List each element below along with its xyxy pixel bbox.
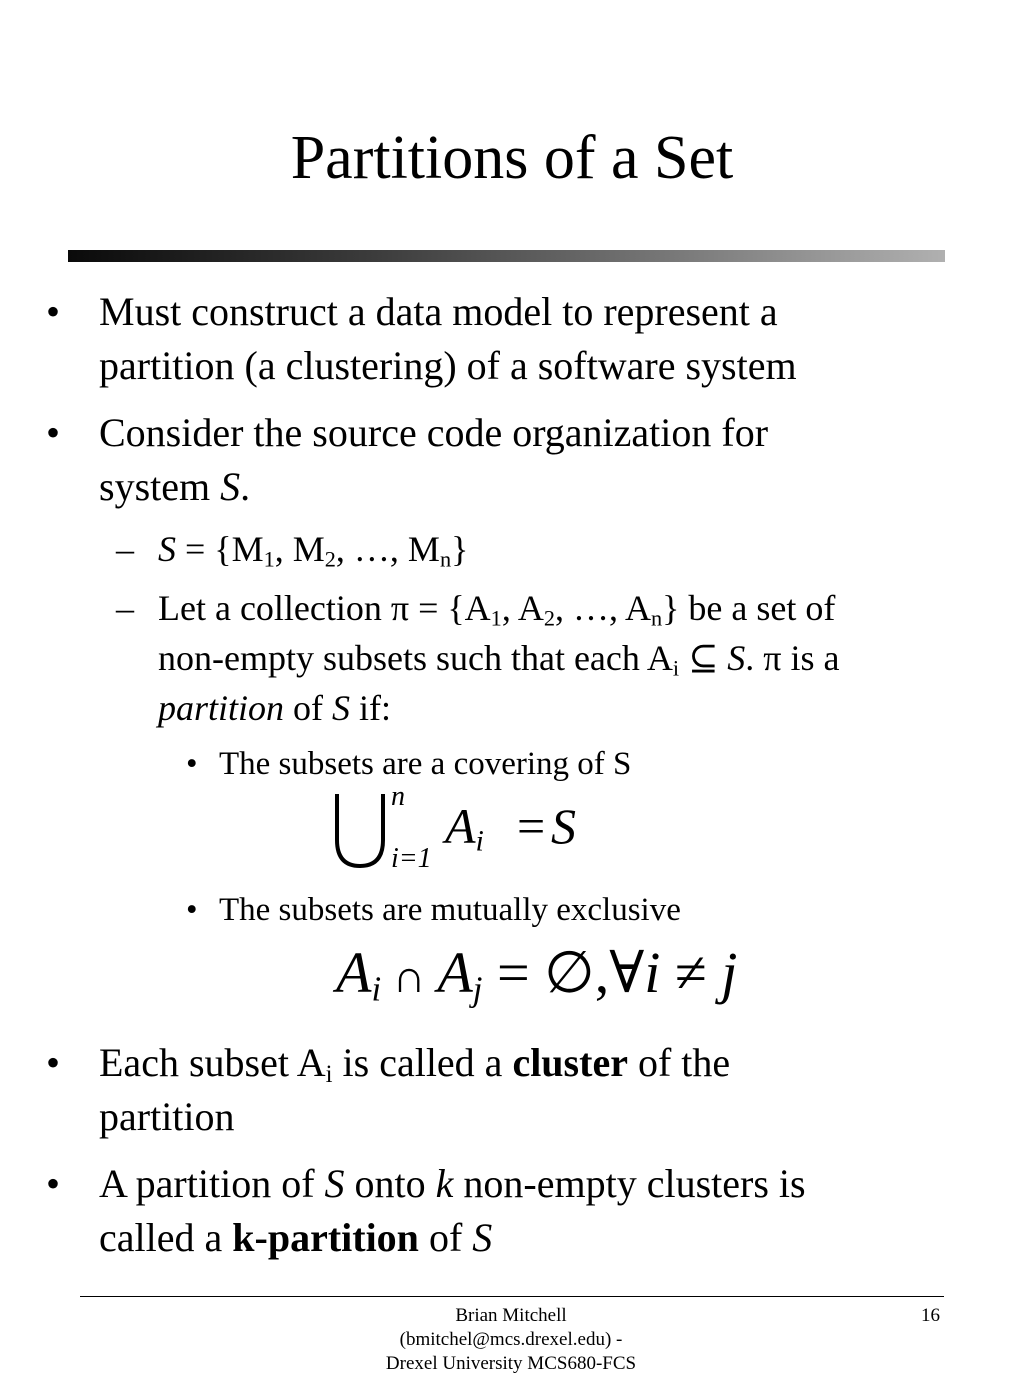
union-equals: = <box>517 798 546 854</box>
sub-bullet-2-line-1: Let a collection $\pi = \{A_1$, $A_2$, …, $A_n$} be a set of <box>158 588 836 631</box>
bullet-2-line-2: system S. <box>99 464 251 509</box>
union-equation <box>333 781 613 876</box>
bullet-4-line-1: A partition of S onto k non-empty clusters is <box>99 1161 806 1206</box>
bullet-dot: • <box>46 410 61 455</box>
union-term: $A_i$ <box>445 798 484 858</box>
footer-line-1: Brian Mitchell <box>455 1305 567 1326</box>
bullet-3-line-2: partition <box>99 1094 235 1139</box>
sub-bullet-1: $S = \{M_1$, $M_2$, …, $M_n$} <box>158 529 469 572</box>
page-number: 16 <box>921 1305 940 1326</box>
bullet-1-line-1: Must construct a data model to represent a <box>99 289 778 334</box>
bullet-3-line-1: Each subset $A_i$ is called a cluster of the <box>99 1040 731 1089</box>
bullet-dot: • <box>46 289 61 334</box>
footer-divider <box>80 1296 944 1297</box>
intersection-equation: $A_i$ ∩ $A_j$ = ∅,∀i ≠ j <box>336 940 738 1009</box>
union-rhs: S <box>551 798 576 854</box>
union-upper-limit: n <box>391 781 405 812</box>
sub-bullet-dash: – <box>116 588 134 628</box>
third-level-dot: • <box>186 746 198 782</box>
bullet-2-line-1: Consider the source code organization for <box>99 410 769 455</box>
footer-line-2: (bmitchel@mcs.drexel.edu) - <box>399 1329 623 1350</box>
sub-bullet-dash: – <box>116 529 134 569</box>
title-underline-bar <box>68 250 945 262</box>
third-level-dot: • <box>186 892 198 928</box>
bullet-dot: • <box>46 1161 61 1206</box>
sub-bullet-2-line-2: non-empty subsets such that each $A_i$ ⊆ S. π is a <box>158 638 840 681</box>
sub-bullet-2-line-3: partition of S if: <box>158 688 392 728</box>
covering-bullet: The subsets are a covering of S <box>219 746 632 782</box>
exclusive-bullet: The subsets are mutually exclusive <box>219 892 681 928</box>
union-lower-limit: i=1 <box>391 843 432 874</box>
big-union-symbol <box>333 790 387 868</box>
footer-line-3: Drexel University MCS680-FCS <box>385 1353 637 1374</box>
bullet-4-line-2: called a k-partition of S <box>99 1215 493 1260</box>
slide-title: Partitions of a Set <box>290 124 734 192</box>
bullet-1-line-2: partition (a clustering) of a software system <box>99 343 797 388</box>
bullet-dot: • <box>46 1040 61 1085</box>
footer-author <box>330 1304 692 1376</box>
